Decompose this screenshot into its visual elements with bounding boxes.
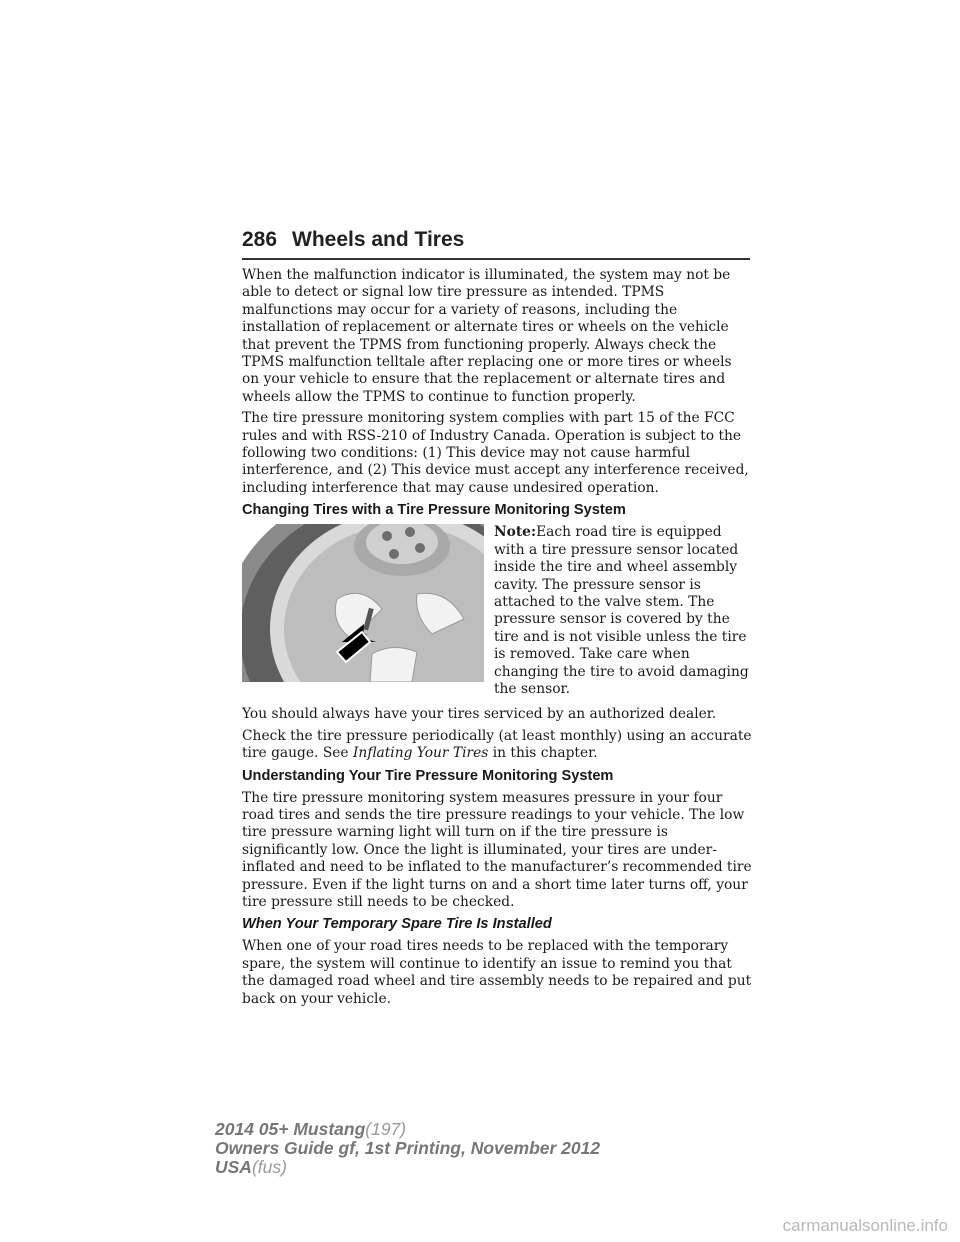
paragraph-fcc-compliance: The tire pressure monitoring system complies with part 15 of the FCC rules and with RSS-210 of Industry Canada. Operation is subject to the following two conditions: (1) This device may not cause harmful interference, and (2) This device must accept any interference received, including interference that may cause undesired operation. bbox=[242, 410, 749, 496]
watermark-text: carmanualsonline.info bbox=[782, 1216, 948, 1235]
paragraph-tpms-measures: The tire pressure monitoring system measures pressure in your four road tires and sends the tire pressure readings to your vehicle. The low tire pressure warning light will turn on if the tire pressure is significantly low. Once the light is illuminated, your tires are under-inflated and need to be inflated to the manufacturer’s recommended tire pressure. Even if the light turns on and a short time later turns off, your tire pressure still needs to be checked. bbox=[242, 789, 752, 910]
page-footer bbox=[215, 1120, 635, 1177]
tire-valve-sensor-illustration bbox=[242, 524, 484, 682]
page-header bbox=[242, 228, 750, 262]
footer-market-line bbox=[215, 1158, 635, 1177]
note-label: Note: bbox=[494, 524, 537, 541]
footer-market: USA bbox=[215, 1157, 252, 1177]
paragraph-authorized-dealer: You should always have your tires serviced by an authorized dealer. bbox=[242, 706, 717, 723]
paragraph-temporary-spare: When one of your road tires needs to be replaced with the temporary spare, the system will continue to identify an issue to remind you that the damaged road wheel and tire assembly needs to be repaired and put back on your vehicle. bbox=[242, 938, 752, 1007]
note-sensor bbox=[494, 524, 752, 698]
check-pressure-suffix: in this chapter. bbox=[488, 745, 598, 762]
note-with-figure bbox=[242, 524, 752, 702]
footer-model-line bbox=[215, 1120, 635, 1139]
footer-model-code: (197) bbox=[365, 1119, 407, 1139]
footer-model: 2014 05+ Mustang bbox=[215, 1119, 366, 1139]
section-title: Wheels and Tires bbox=[292, 228, 465, 251]
page-content bbox=[242, 267, 752, 1012]
paragraph-malfunction-indicator: When the malfunction indicator is illuminated, the system may not be able to detect or signal low tire pressure as intended. TPMS malfunctions may occur for a variety of reasons, including the installation of replacement or alternate tires or wheels on the vehicle that prevent the TPMS from functioning properly. Always check the TPMS malfunction telltale after replacing one or more tires or wheels on your vehicle to ensure that the replacement or alternate tires and wheels allow the TPMS to continue to function properly. bbox=[242, 267, 732, 405]
paragraph-check-pressure bbox=[242, 728, 752, 763]
inflating-tires-reference: Inflating Your Tires bbox=[352, 745, 489, 762]
footer-printing-line: Owners Guide gf, 1st Printing, November 2012 bbox=[215, 1138, 601, 1158]
heading-changing-tires: Changing Tires with a Tire Pressure Monitoring System bbox=[242, 502, 626, 519]
heading-understanding-tpms: Understanding Your Tire Pressure Monitoring System bbox=[242, 767, 614, 784]
page-number: 286 bbox=[242, 228, 278, 251]
note-text: Each road tire is equipped with a tire pressure sensor located inside the tire and wheel assembly cavity. The pressure sensor is attached to the valve stem. The pressure sensor is covered by the tire and is not visible unless the tire is removed. Take care when changing the tire to avoid damaging the sensor. bbox=[494, 524, 749, 697]
heading-temporary-spare: When Your Temporary Spare Tire Is Installed bbox=[242, 916, 552, 933]
check-pressure-text: Check the tire pressure periodically (at least monthly) using an accurate tire gauge. See bbox=[242, 727, 752, 762]
header-divider bbox=[242, 258, 750, 260]
footer-market-code: (fus) bbox=[251, 1157, 287, 1177]
